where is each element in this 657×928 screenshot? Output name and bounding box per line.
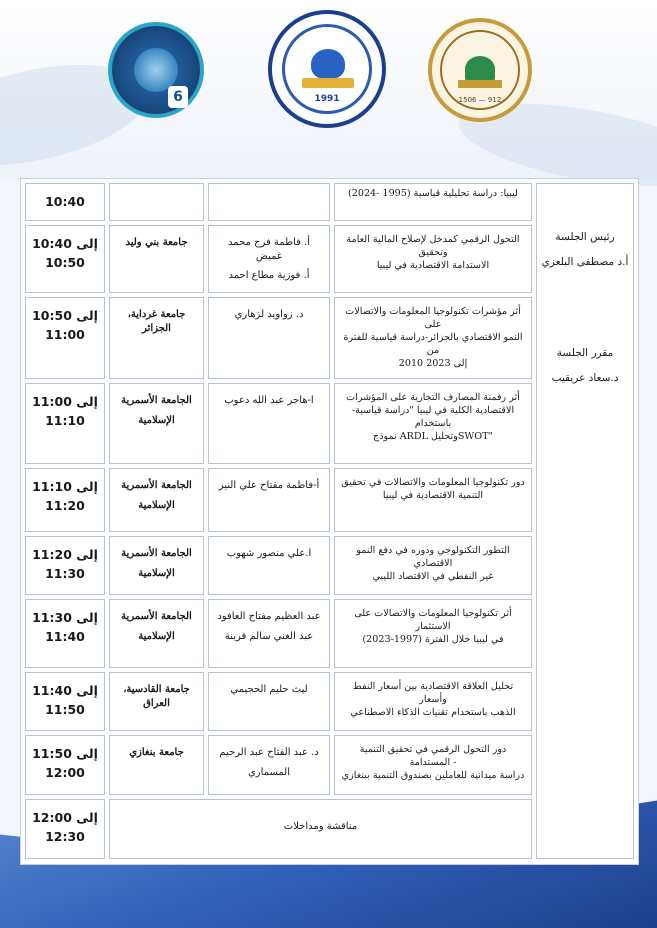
paper-title-cell-line: غير النفطي في الاقتصاد الليبي: [372, 570, 494, 582]
time-cell: [25, 225, 105, 293]
time-cell-line: 11:50: [45, 702, 85, 717]
authors-cell-line: د. زواويد لزهاري: [234, 309, 304, 320]
table-row: [25, 599, 532, 668]
time-cell-line: 11:50 إلى: [32, 746, 98, 761]
university-cell: [109, 297, 204, 379]
authors-cell-line: ا-هاجر عبد الله دعوب: [224, 395, 314, 406]
paper-title-cell-line: دور تكنولوجيا المعلومات والاتصالات في تحقيق: [341, 477, 525, 488]
university-cell-line: الجامعة الأسمرية: [121, 480, 192, 491]
university-cell-line: جامعة بني وليد: [125, 237, 188, 248]
paper-title-cell: [334, 383, 532, 464]
session-chairs-cell: [536, 183, 634, 859]
authors-cell: [208, 468, 330, 532]
time-cell-line: 11:40 إلى: [32, 683, 98, 698]
time-cell-line: 12:00 إلى: [32, 810, 98, 825]
paper-title-cell-line: الذهب باستخدام تقنيات الذكاء الاصطناعي: [350, 706, 516, 718]
university-cell-line: جامعة بنغازي: [129, 747, 184, 758]
time-cell: [25, 536, 105, 595]
time-cell: [25, 599, 105, 668]
authors-cell-line: ا.علي منصور شهوب: [226, 548, 312, 559]
university-cell: [109, 735, 204, 795]
time-cell-line: 10:50 إلى: [32, 308, 98, 323]
paper-title-cell: [334, 536, 532, 595]
authors-cell-line: أ. فوزية مطاع احمد: [228, 270, 310, 281]
paper-title-cell-line: ليبيا: دراسة تحليلية قياسية (1995 -2024): [348, 188, 518, 199]
seal-years: 1506 — 912: [458, 96, 502, 104]
time-cell: [25, 383, 105, 464]
conference-logo: [108, 22, 204, 118]
university-cell: [109, 183, 204, 221]
authors-cell: [208, 672, 330, 731]
session-chair: [537, 230, 633, 269]
time-cell-line: 11:10: [45, 413, 85, 428]
authors-cell: [208, 183, 330, 221]
university-cell: [109, 468, 204, 532]
session-chair-label: رئيس الجلسة: [555, 231, 615, 243]
paper-title-cell-line: الاستدامة الاقتصادية في ليبيا: [376, 259, 490, 271]
paper-title-cell-line: أثر رقمنة المصارف التجارية على المؤشرات: [346, 392, 520, 403]
authors-cell: [208, 383, 330, 464]
conference-number: 6: [168, 86, 188, 108]
paper-title-cell-line: التنمية الاقتصادية في ليبيا: [382, 489, 484, 501]
university-cell-line: الإسلامية: [138, 414, 175, 426]
university-cell: [109, 599, 204, 668]
seal-band: [458, 80, 502, 88]
paper-title-cell-line: تحليل العلاقة الاقتصادية بين أسعار النفط وأسعار: [352, 681, 514, 705]
table-row: [25, 383, 532, 464]
time-cell-line: 11:10 إلى: [32, 479, 98, 494]
paper-title-cell: [334, 183, 532, 221]
time-cell-line: 11:00 إلى: [32, 394, 98, 409]
paper-title-cell-line: التحول الرقمي كمدخل لإصلاح المالية العامة وتحقيق: [346, 234, 520, 258]
university-cell-line: الإسلامية: [138, 567, 175, 579]
paper-title-cell-line: دور التحول الرقمي في تحقيق التنمية المستدامة -: [359, 744, 507, 768]
university-cell-line: الجامعة الأسمرية: [121, 611, 192, 622]
university-cell-line: الإسلامية: [138, 499, 175, 511]
time-cell-line: 11:20 إلى: [32, 547, 98, 562]
authors-cell-line: أ. فاطمة فرج محمد غميض: [227, 237, 311, 262]
authors-cell-line: أ-فاطمة مفتاح علي النير: [218, 480, 320, 491]
university-cell-line: الإسلامية: [138, 630, 175, 642]
table-row: [25, 536, 532, 595]
university-cell: [109, 672, 204, 731]
paper-title-cell: [334, 225, 532, 293]
university-cell: [109, 225, 204, 293]
time-cell-line: 11:00: [45, 327, 85, 342]
paper-title-cell-line: دراسة ميدانية للعاملين بصندوق التنمية ببنغازي: [341, 769, 525, 781]
paper-title-cell: [334, 468, 532, 532]
time-cell-line: 12:30: [45, 829, 85, 844]
time-cell: [25, 297, 105, 379]
university-cell-line: جامعة غرداية، الجزائر: [127, 309, 186, 334]
time-cell: [25, 672, 105, 731]
paper-title-cell-line: النمو الاقتصادي بالجزائر-دراسة قياسية للفترة من: [343, 331, 523, 356]
paper-title-cell: [334, 735, 532, 795]
authors-cell-line: عبد العظيم مفتاح العافود: [217, 611, 321, 622]
university-seal: [428, 18, 532, 122]
university-cell-line: الجامعة الأسمرية: [121, 395, 192, 406]
time-cell: [25, 468, 105, 532]
university-cell-line: الجامعة الأسمرية: [121, 548, 192, 559]
time-cell: [25, 799, 105, 859]
table-row: [25, 799, 532, 859]
rapporteur-name: د.سعاد عريقيب: [551, 371, 619, 384]
paper-title-cell-line: 2010 إلى 2023: [398, 357, 468, 369]
discussion-cell: [109, 799, 532, 859]
paper-title-cell-line: التطور التكنولوجي ودوره في دفع النمو الاقتصادي: [356, 545, 510, 569]
university-cell: [109, 536, 204, 595]
time-cell-line: 11:30: [45, 566, 85, 581]
discussion-text: مناقشة ومداخلات: [283, 821, 358, 832]
table-row: [25, 672, 532, 731]
authors-cell-line: عبد الغني سالم قرينة: [224, 630, 314, 642]
time-cell-line: 11:20: [45, 498, 85, 513]
time-cell-line: 10:40 إلى: [32, 236, 98, 251]
paper-title-cell-line: الاقتصادية الكلية في ليبيا "دراسة قياسية- باستخدام: [351, 404, 515, 429]
mosque-icon: [465, 56, 495, 82]
emblem-icon: [311, 49, 345, 79]
paper-title-cell-line: نموذج ARDL وتحليلSWOT": [373, 430, 493, 442]
authors-cell: [208, 536, 330, 595]
time-cell-line: 11:30 إلى: [32, 610, 98, 625]
time-cell-line: 12:00: [45, 765, 85, 780]
time-cell-line: 11:40: [45, 629, 85, 644]
table-row: [25, 183, 532, 221]
authors-cell: [208, 297, 330, 379]
paper-title-cell: [334, 599, 532, 668]
table-row: [25, 297, 532, 379]
authors-cell: [208, 225, 330, 293]
rapporteur-label: مقرر الجلسة: [556, 347, 614, 359]
authors-cell-line: المسماري: [247, 766, 290, 778]
authors-cell: [208, 599, 330, 668]
book-icon: [302, 78, 354, 88]
table-row: [25, 735, 532, 795]
paper-title-cell-line: أثر تكنولوجيا المعلومات والاتصالات على الاستثمار: [354, 608, 512, 632]
schedule-table: [20, 178, 639, 865]
paper-title-cell: [334, 672, 532, 731]
paper-title-cell-line: أثر مؤشرات تكنولوجيا المعلومات والاتصالات على: [345, 306, 521, 330]
time-cell: [25, 183, 105, 221]
table-row: [25, 468, 532, 532]
session-chair-name: أ.د مصطفى البلعزي: [541, 255, 629, 268]
university-cell: [109, 383, 204, 464]
time-cell: [25, 735, 105, 795]
time-cell-line: 10:50: [45, 255, 85, 270]
table-row: [25, 225, 532, 293]
time-cell-line: 10:40: [45, 194, 85, 209]
authors-cell-line: ليث حليم الحجيمي: [230, 684, 308, 695]
paper-title-cell: [334, 297, 532, 379]
faculty-year: 1991: [314, 94, 340, 104]
authors-cell-line: د. عبد الفتاح عبد الرحيم: [219, 747, 319, 758]
paper-title-cell-line: في ليبيا خلال الفترة (1997-2023): [362, 633, 504, 645]
university-cell-line: جامعة القادسية، العراق: [123, 684, 190, 709]
authors-cell: [208, 735, 330, 795]
session-rapporteur: [537, 346, 633, 385]
faculty-logo: [268, 10, 386, 128]
